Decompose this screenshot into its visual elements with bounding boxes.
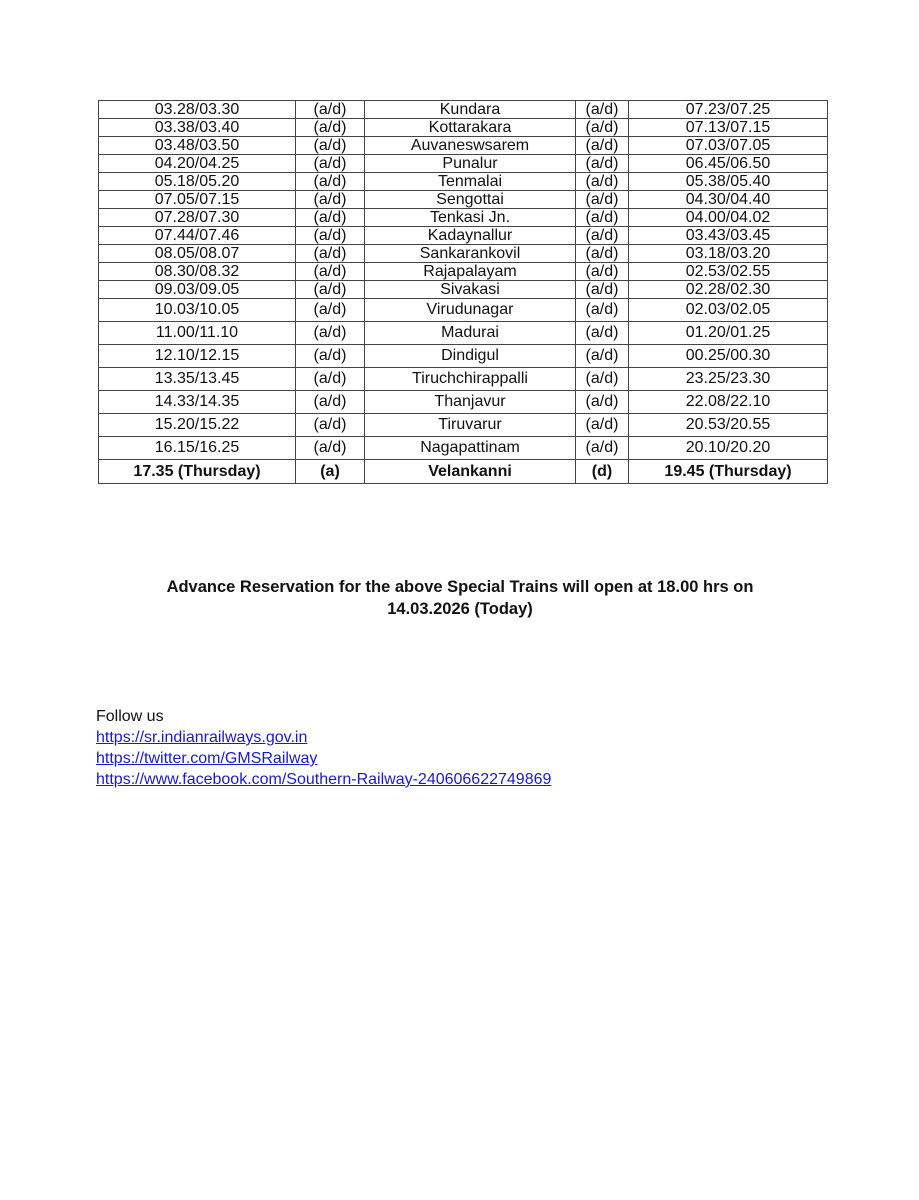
station-name: Rajapalayam: [365, 263, 576, 281]
station-name: Sankarankovil: [365, 245, 576, 263]
facebook-link[interactable]: https://www.facebook.com/Southern-Railway-240606622749869: [96, 771, 552, 788]
table-row: [99, 414, 828, 437]
arrival-departure-code: (a/d): [296, 191, 365, 209]
arrival-departure-code: (a/d): [296, 137, 365, 155]
follow-us-section: [96, 706, 551, 790]
table-row-destination: [99, 460, 828, 484]
arrival-departure-time: 05.18/05.20: [99, 173, 296, 191]
departure-code: (d): [576, 460, 629, 484]
station-name: Nagapattinam: [365, 437, 576, 460]
arrival-departure-code: (a/d): [296, 345, 365, 368]
table-row: [99, 391, 828, 414]
arrival-departure-code: (a/d): [576, 368, 629, 391]
railway-website-link[interactable]: https://sr.indianrailways.gov.in: [96, 729, 308, 746]
table-row: [99, 345, 828, 368]
return-arrival-departure-time: 04.00/04.02: [629, 209, 828, 227]
arrival-departure-time: 09.03/09.05: [99, 281, 296, 299]
station-name-destination: Velankanni: [365, 460, 576, 484]
table-row: [99, 368, 828, 391]
arrival-departure-code: (a/d): [576, 391, 629, 414]
arrival-departure-time: 03.28/03.30: [99, 101, 296, 119]
table-row: [99, 322, 828, 345]
reservation-notice: [60, 576, 860, 620]
station-name: Sengottai: [365, 191, 576, 209]
return-arrival-departure-time: 20.10/20.20: [629, 437, 828, 460]
table-row: [99, 191, 828, 209]
arrival-departure-code: (a/d): [576, 101, 629, 119]
station-name: Tenmalai: [365, 173, 576, 191]
table-row: [99, 227, 828, 245]
station-name: Tiruchchirappalli: [365, 368, 576, 391]
return-arrival-departure-time: 20.53/20.55: [629, 414, 828, 437]
arrival-departure-code: (a/d): [576, 322, 629, 345]
arrival-departure-code: (a/d): [576, 281, 629, 299]
station-name: Kottarakara: [365, 119, 576, 137]
arrival-departure-code: (a/d): [296, 173, 365, 191]
return-arrival-departure-time: 04.30/04.40: [629, 191, 828, 209]
return-arrival-departure-time: 07.03/07.05: [629, 137, 828, 155]
arrival-departure-code: (a/d): [296, 119, 365, 137]
arrival-departure-code: (a/d): [296, 299, 365, 322]
arrival-departure-code: (a/d): [296, 281, 365, 299]
return-arrival-departure-time: 03.18/03.20: [629, 245, 828, 263]
arrival-departure-time: 15.20/15.22: [99, 414, 296, 437]
table-row: [99, 155, 828, 173]
arrival-departure-time: 16.15/16.25: [99, 437, 296, 460]
arrival-departure-time: 14.33/14.35: [99, 391, 296, 414]
table-row: [99, 173, 828, 191]
twitter-link[interactable]: https://twitter.com/GMSRailway: [96, 750, 318, 767]
arrival-departure-code: (a/d): [296, 368, 365, 391]
table-row: [99, 299, 828, 322]
station-name: Sivakasi: [365, 281, 576, 299]
arrival-departure-code: (a/d): [576, 155, 629, 173]
table-row: [99, 437, 828, 460]
arrival-departure-code: (a/d): [296, 155, 365, 173]
arrival-departure-code: (a/d): [296, 437, 365, 460]
arrival-departure-code: (a/d): [296, 414, 365, 437]
arrival-departure-time: 08.30/08.32: [99, 263, 296, 281]
arrival-departure-time: 07.28/07.30: [99, 209, 296, 227]
station-name: Dindigul: [365, 345, 576, 368]
arrival-departure-time: 10.03/10.05: [99, 299, 296, 322]
arrival-departure-time: 03.48/03.50: [99, 137, 296, 155]
arrival-departure-code: (a/d): [576, 209, 629, 227]
arrival-departure-code: (a/d): [576, 437, 629, 460]
arrival-departure-time: 07.05/07.15: [99, 191, 296, 209]
station-name: Punalur: [365, 155, 576, 173]
arrival-time-destination: 17.35 (Thursday): [99, 460, 296, 484]
reservation-notice-line-1: Advance Reservation for the above Special Trains will open at 18.00 hrs on: [166, 578, 754, 596]
arrival-departure-code: (a/d): [576, 191, 629, 209]
arrival-departure-time: 08.05/08.07: [99, 245, 296, 263]
arrival-departure-code: (a/d): [576, 263, 629, 281]
arrival-departure-code: (a/d): [296, 322, 365, 345]
arrival-departure-code: (a/d): [576, 345, 629, 368]
arrival-departure-code: (a/d): [576, 414, 629, 437]
return-arrival-departure-time: 02.53/02.55: [629, 263, 828, 281]
train-timetable: [98, 100, 828, 484]
return-arrival-departure-time: 22.08/22.10: [629, 391, 828, 414]
table-row: [99, 245, 828, 263]
station-name: Tiruvarur: [365, 414, 576, 437]
arrival-departure-time: 11.00/11.10: [99, 322, 296, 345]
arrival-departure-code: (a/d): [296, 101, 365, 119]
table-row: [99, 209, 828, 227]
arrival-departure-code: (a/d): [296, 209, 365, 227]
arrival-code: (a): [296, 460, 365, 484]
arrival-departure-time: 03.38/03.40: [99, 119, 296, 137]
return-arrival-departure-time: 23.25/23.30: [629, 368, 828, 391]
arrival-departure-time: 13.35/13.45: [99, 368, 296, 391]
reservation-notice-line-2: 14.03.2026 (Today): [387, 600, 533, 618]
arrival-departure-time: 07.44/07.46: [99, 227, 296, 245]
arrival-departure-code: (a/d): [296, 227, 365, 245]
arrival-departure-code: (a/d): [296, 245, 365, 263]
arrival-departure-code: (a/d): [296, 391, 365, 414]
timetable-body: [99, 101, 828, 484]
departure-time-origin: 19.45 (Thursday): [629, 460, 828, 484]
return-arrival-departure-time: 01.20/01.25: [629, 322, 828, 345]
follow-us-heading: Follow us: [96, 708, 164, 725]
station-name: Madurai: [365, 322, 576, 345]
return-arrival-departure-time: 02.28/02.30: [629, 281, 828, 299]
station-name: Thanjavur: [365, 391, 576, 414]
table-row: [99, 263, 828, 281]
station-name: Auvaneswsarem: [365, 137, 576, 155]
arrival-departure-code: (a/d): [576, 137, 629, 155]
station-name: Kundara: [365, 101, 576, 119]
return-arrival-departure-time: 02.03/02.05: [629, 299, 828, 322]
arrival-departure-time: 04.20/04.25: [99, 155, 296, 173]
return-arrival-departure-time: 07.23/07.25: [629, 101, 828, 119]
table-row: [99, 281, 828, 299]
return-arrival-departure-time: 00.25/00.30: [629, 345, 828, 368]
arrival-departure-code: (a/d): [576, 299, 629, 322]
arrival-departure-code: (a/d): [576, 173, 629, 191]
return-arrival-departure-time: 05.38/05.40: [629, 173, 828, 191]
arrival-departure-code: (a/d): [296, 263, 365, 281]
arrival-departure-time: 12.10/12.15: [99, 345, 296, 368]
return-arrival-departure-time: 03.43/03.45: [629, 227, 828, 245]
arrival-departure-code: (a/d): [576, 227, 629, 245]
station-name: Kadaynallur: [365, 227, 576, 245]
table-row: [99, 101, 828, 119]
arrival-departure-code: (a/d): [576, 119, 629, 137]
station-name: Tenkasi Jn.: [365, 209, 576, 227]
table-row: [99, 119, 828, 137]
station-name: Virudunagar: [365, 299, 576, 322]
return-arrival-departure-time: 07.13/07.15: [629, 119, 828, 137]
arrival-departure-code: (a/d): [576, 245, 629, 263]
return-arrival-departure-time: 06.45/06.50: [629, 155, 828, 173]
table-row: [99, 137, 828, 155]
